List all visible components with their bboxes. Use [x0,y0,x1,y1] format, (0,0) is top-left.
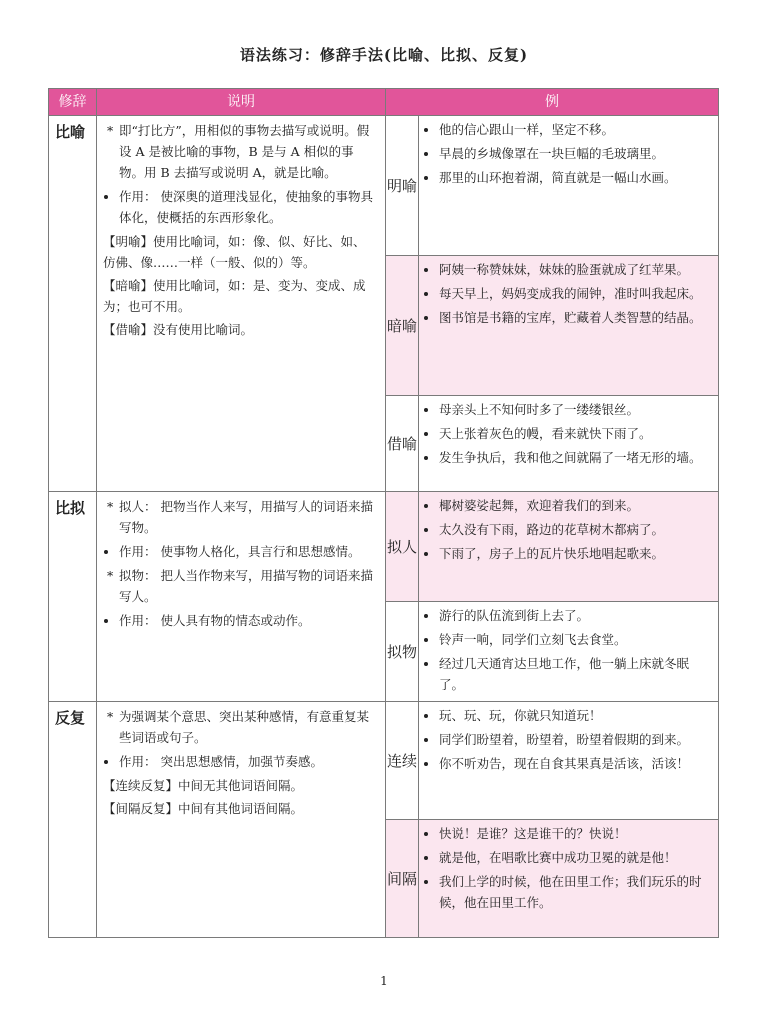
header-rhetoric: 修辞 [49,89,97,116]
header-explanation: 说明 [97,89,386,116]
definition-text: * 为强调某个意思、突出某种感情，有意重复某些词语或句子。 [119,706,377,748]
example-item: • 我们上学的时候，他在田里工作；我们玩乐的时候，他在田里工作。 [439,871,712,913]
example-item: • 下雨了，房子上的瓦片快乐地唱起歌来。 [439,543,712,564]
example-item: • 椰树婆娑起舞，欢迎着我们的到来。 [439,495,712,516]
page-number: 1 [380,974,388,988]
example-item: • 经过几天通宵达旦地工作，他一躺上床就冬眠了。 [439,653,712,695]
example-item: • 图书馆是书籍的宝库，贮藏着人类智慧的结晶。 [439,307,712,328]
example-item: • 母亲头上不知何时多了一缕缕银丝。 [439,399,712,420]
subtype-text: 【连续反复】中间无其他词语间隔。 [103,778,304,793]
example-cell [419,256,719,396]
example-item: • 太久没有下雨，路边的花草树木都病了。 [439,519,712,540]
subtype-text: 【间隔反复】中间有其他词语间隔。 [103,801,304,816]
example-item: • 那里的山环抱着湖，简直就是一幅山水画。 [439,167,712,188]
subtype-text: 【暗喻】使用比喻词，如：是、变为、变成、成为；也可不用。 [103,278,366,314]
category-cell: 比喻 [49,116,97,492]
table-row [49,116,719,256]
header-example: 例 [386,89,719,116]
description-cell [97,492,386,702]
example-item: • 游行的队伍流到街上去了。 [439,605,712,626]
example-item: • 发生争执后，我和他之间就隔了一堵无形的墙。 [439,447,712,468]
example-item: • 铃声一响，同学们立刻飞去食堂。 [439,629,712,650]
example-cell [419,820,719,938]
subtype-label: 借喻 [386,396,419,492]
table-row [49,492,719,602]
subtype-label: 间隔 [386,820,419,938]
example-item: • 快说！是谁？这是谁干的？快说！ [439,823,712,844]
example-item: • 天上张着灰色的幔，看来就快下雨了。 [439,423,712,444]
function-text: • 作用： 突出思想感情，加强节奏感。 [119,751,377,772]
subtype-label: 暗喻 [386,256,419,396]
example-cell [419,492,719,602]
category-cell: 比拟 [49,492,97,702]
category-cell: 反复 [49,702,97,938]
subtype-label: 拟人 [386,492,419,602]
example-item: • 就是他，在唱歌比赛中成功卫冕的就是他！ [439,847,712,868]
subtype-label: 明喻 [386,116,419,256]
subtype-label: 拟物 [386,602,419,702]
table-row [49,702,719,820]
example-cell [419,702,719,820]
function-text: • 作用： 使事物人格化，具言行和思想感情。 [119,541,377,562]
function-text: • 作用： 使深奥的道理浅显化，使抽象的事物具体化，使概括的东西形象化。 [119,186,377,228]
example-item: • 阿姨一称赞妹妹，妹妹的脸蛋就成了红苹果。 [439,259,712,280]
example-item: • 你不听劝告，现在自食其果真是活该，活该！ [439,753,712,774]
example-item: • 他的信心跟山一样，坚定不移。 [439,119,712,140]
description-cell [97,116,386,492]
example-cell [419,396,719,492]
subtype-text: 【借喻】没有使用比喻词。 [103,322,254,337]
rhetoric-table [48,88,719,938]
function-text: • 作用： 使人具有物的情态或动作。 [119,610,377,631]
example-cell [419,602,719,702]
example-item: • 玩、玩、玩，你就只知道玩！ [439,705,712,726]
page-title: 语法练习：修辞手法(比喻、比拟、反复) [239,46,529,64]
definition-text: * 拟物： 把人当作物来写，用描写物的词语来描写人。 [119,565,377,607]
example-cell [419,116,719,256]
definition-text: * 即“打比方”，用相似的事物去描写或说明。假设 A 是被比喻的事物，B 是与 A 相似的事物。用 B 去描写或说明 A，就是比喻。 [119,120,377,183]
example-item: • 每天早上，妈妈变成我的闹钟，准时叫我起床。 [439,283,712,304]
subtype-text: 【明喻】使用比喻词，如：像、似、好比、如、仿佛、像……一样（一般、似的）等。 [103,234,366,270]
description-cell [97,702,386,938]
subtype-label: 连续 [386,702,419,820]
example-item: • 早晨的乡城像罩在一块巨幅的毛玻璃里。 [439,143,712,164]
example-item: • 同学们盼望着，盼望着，盼望着假期的到来。 [439,729,712,750]
definition-text: * 拟人： 把物当作人来写，用描写人的词语来描写物。 [119,496,377,538]
table-header-row [49,89,719,116]
